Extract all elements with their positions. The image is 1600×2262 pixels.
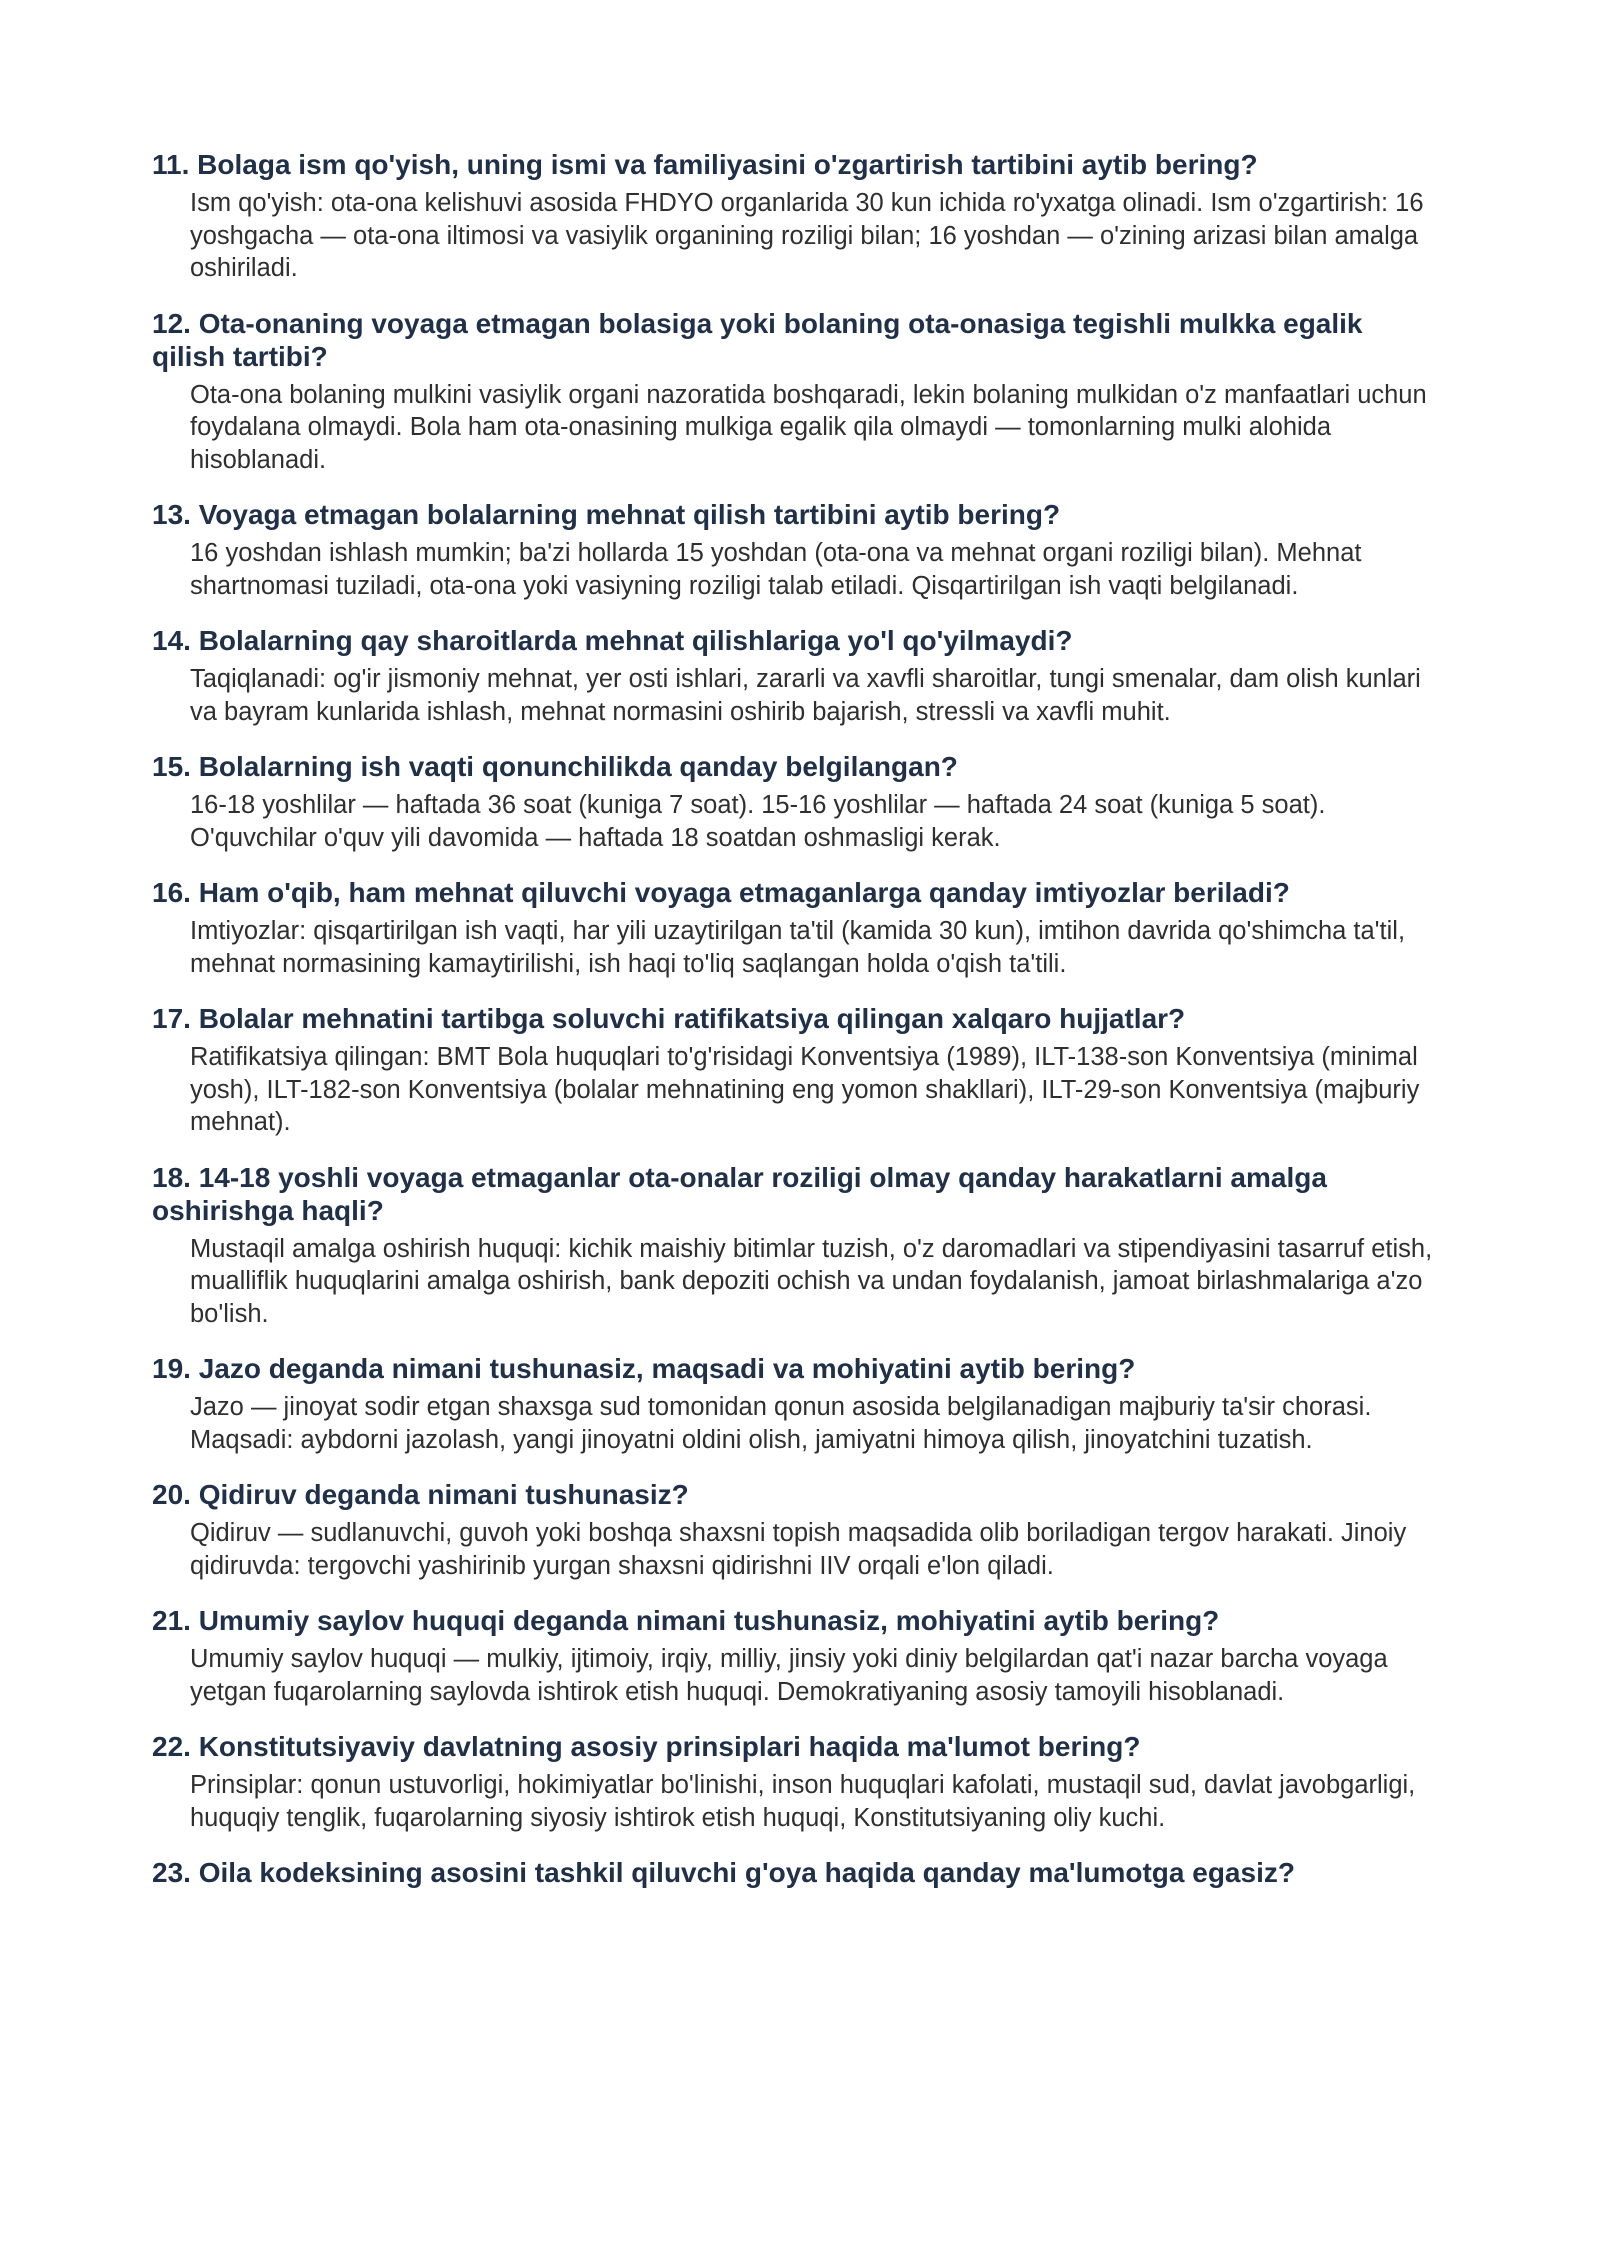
qa-item-23 (152, 1856, 1440, 1889)
qa-item-11 (152, 148, 1440, 285)
qa-item-20 (152, 1478, 1440, 1582)
question-heading: 11. Bolaga ism qo'yish, uning ismi va familiyasini o'zgartirish tartibini aytib bering? (152, 149, 1258, 180)
answer-text: Ism qo'yish: ota-ona kelishuvi asosida FHDYO organlarida 30 kun ichida ro'yxatga olinadi. Ism o'zgartirish: 16 yoshgacha — ota-ona iltimosi va vasiylik organining roziligi bilan; 16 yoshdan — o'zining arizasi bilan amalga oshiriladi. (190, 189, 1424, 282)
answer-text: Umumiy saylov huquqi — mulkiy, ijtimoiy, irqiy, milliy, jinsiy yoki diniy belgilardan qat'i nazar barcha voyaga yetgan fuqarolarning saylovda ishtirok etish huquqi. Demokratiyaning asosiy tamoyili hisoblanadi. (190, 1645, 1388, 1706)
answer-text: Imtiyozlar: qisqartirilgan ish vaqti, har yili uzaytirilgan ta'til (kamida 30 kun), imtihon davrida qo'shimcha ta'til, mehnat normasining kamaytirilishi, ish haqi to'liq saqlangan holda o'qish ta'tili. (190, 917, 1406, 978)
question-heading: 21. Umumiy saylov huquqi deganda nimani tushunasiz, mohiyatini aytib bering? (152, 1605, 1220, 1636)
qa-item-22 (152, 1730, 1440, 1834)
qa-item-19 (152, 1352, 1440, 1456)
question-heading: 16. Ham o'qib, ham mehnat qiluvchi voyaga etmaganlarga qanday imtiyozlar beriladi? (152, 877, 1290, 908)
answer-text: Ota-ona bolaning mulkini vasiylik organi nazoratida boshqaradi, lekin bolaning mulkidan o'z manfaatlari uchun foydalana olmaydi. Bola ham ota-onasining mulkiga egalik qila olmaydi — tomonlarning mulki alohida hisoblanadi. (190, 380, 1427, 474)
question-heading: 15. Bolalarning ish vaqti qonunchilikda qanday belgilangan? (152, 751, 958, 782)
question-heading: 17. Bolalar mehnatini tartibga soluvchi ratifikatsiya qilingan xalqaro hujjatlar? (152, 1003, 1186, 1034)
answer-text: Qidiruv — sudlanuvchi, guvoh yoki boshqa shaxsni topish maqsadida olib boriladigan tergov harakati. Jinoiy qidiruvda: tergovchi yashirinib yurgan shaxsni qidirishni IIV orqali e'lon qiladi. (190, 1519, 1407, 1580)
question-heading: 19. Jazo deganda nimani tushunasiz, maqsadi va mohiyatini aytib bering? (152, 1353, 1136, 1384)
answer-text: Mustaqil amalga oshirish huquqi: kichik maishiy bitimlar tuzish, o'z daromadlari va stipendiyasini tasarruf etish, mualliflik huquqlarini amalga oshirish, bank depoziti ochish va undan foydalanish, jamoat birlashmalariga a'zo bo'lish. (190, 1234, 1433, 1328)
answer-text: Taqiqlanadi: og'ir jismoniy mehnat, yer osti ishlari, zararli va xavfli sharoitlar, tungi smenalar, dam olish kunlari va bayram kunlarida ishlash, mehnat normasini oshirib bajarish, stressli va xavfli muhit. (190, 665, 1421, 726)
answer-text: Prinsiplar: qonun ustuvorligi, hokimiyatlar bo'linishi, inson huquqlari kafolati, mustaqil sud, davlat javobgarligi, huquqiy tenglik, fuqarolarning siyosiy ishtirok etish huquqi, Konstitutsiyaning oliy kuchi. (190, 1771, 1416, 1832)
qa-item-12 (152, 307, 1440, 477)
qa-item-13 (152, 498, 1440, 602)
qa-item-14 (152, 624, 1440, 728)
answer-text: Ratifikatsiya qilingan: BMT Bola huquqlari to'g'risidagi Konventsiya (1989), ILT-138-son Konventsiya (minimal yosh), ILT-182-son Konventsiya (bolalar mehnatining eng yomon shakllari), ILT-29-son Konventsiya (majburiy mehnat). (190, 1043, 1420, 1136)
answer-text: 16 yoshdan ishlash mumkin; ba'zi hollarda 15 yoshdan (ota-ona va mehnat organi roziligi bilan). Mehnat shartnomasi tuziladi, ota-ona yoki vasiyning roziligi talab etiladi. Qisqartirilgan ish vaqti belgilanadi. (190, 539, 1362, 600)
answer-text: 16-18 yoshlilar — haftada 36 soat (kuniga 7 soat). 15-16 yoshlilar — haftada 24 soat (kuniga 5 soat). O'quvchilar o'quv yili davomida — haftada 18 soatdan oshmasligi kerak. (190, 791, 1326, 852)
question-heading: 14. Bolalarning qay sharoitlarda mehnat qilishlariga yo'l qo'yilmaydi? (152, 625, 1073, 656)
question-heading: 20. Qidiruv deganda nimani tushunasiz? (152, 1479, 689, 1510)
qa-item-21 (152, 1604, 1440, 1708)
qa-item-16 (152, 876, 1440, 980)
question-heading: 22. Konstitutsiyaviy davlatning asosiy prinsiplari haqida ma'lumot bering? (152, 1731, 1141, 1762)
answer-text: Jazo — jinoyat sodir etgan shaxsga sud tomonidan qonun asosida belgilanadigan majburiy ta'sir chorasi. Maqsadi: aybdorni jazolash, yangi jinoyatni oldini olish, jamiyatni himoya qilish, jinoyatchini tuzatish. (190, 1393, 1372, 1454)
question-heading: 13. Voyaga etmagan bolalarning mehnat qilish tartibini aytib bering? (152, 499, 1061, 530)
question-heading: 18. 14-18 yoshli voyaga etmaganlar ota-onalar roziligi olmay qanday harakatlarni amalga oshirishga haqli? (152, 1161, 1327, 1226)
question-heading: 23. Oila kodeksining asosini tashkil qiluvchi g'oya haqida qanday ma'lumotga egasiz? (152, 1857, 1295, 1888)
question-heading: 12. Ota-onaning voyaga etmagan bolasiga yoki bolaning ota-onasiga tegishli mulkka egalik qilish tartibi? (152, 307, 1363, 372)
qa-item-15 (152, 750, 1440, 854)
qa-item-17 (152, 1002, 1440, 1139)
qa-item-18 (152, 1161, 1440, 1331)
